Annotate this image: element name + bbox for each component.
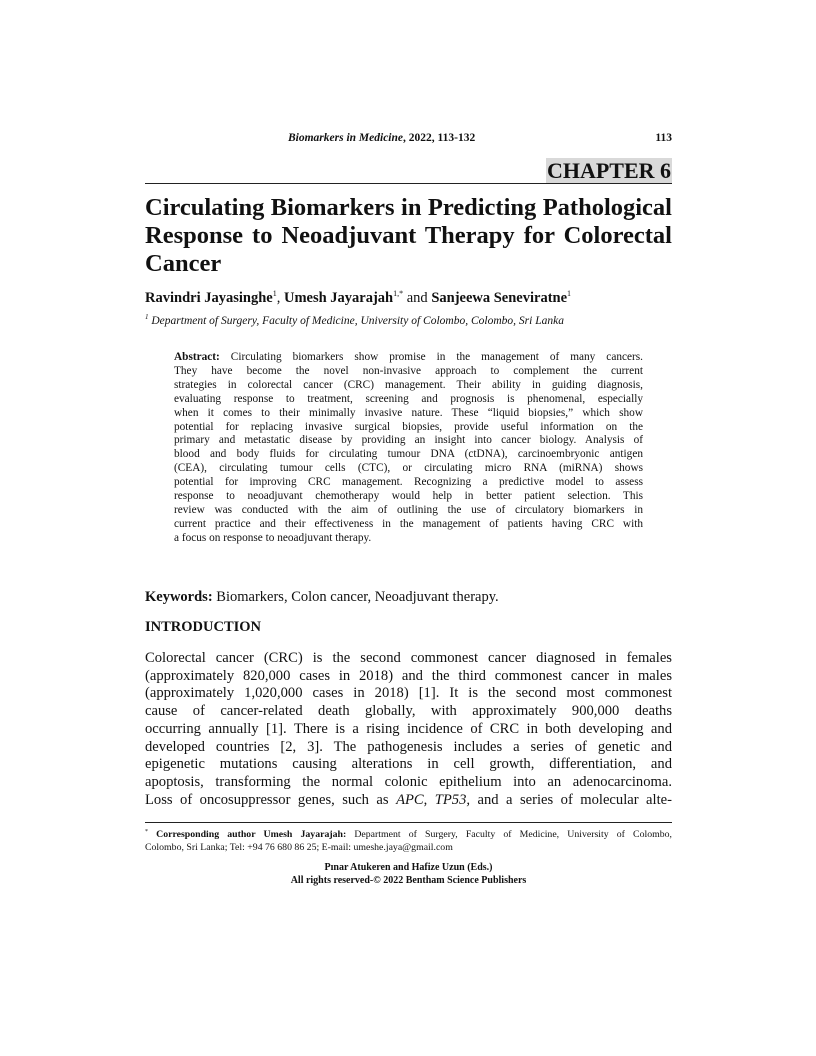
gene-name: APC xyxy=(396,791,424,808)
abstract-line: strategies in colorectal cancer (CRC) management. Their ability in guiding diagnosis, xyxy=(174,378,643,391)
page-number: 113 xyxy=(655,132,672,144)
body-line: (approximately 1,020,000 cases in 2018) [1]. It is the second most commonest xyxy=(145,685,672,702)
body-line: (approximately 820,000 cases in 2018) and the third commonest cancer in males xyxy=(145,667,672,684)
footnote xyxy=(145,826,672,854)
introduction-paragraph xyxy=(145,650,672,809)
author-list: Ravindri Jayasinghe$^1$, Umesh Jayarajah$^{1,*}$ and Sanjeewa Seneviratne$^1$ xyxy=(145,289,572,306)
abstract-line: when it comes to their minimally invasive nature. These “liquid biopsies,” which show xyxy=(174,406,643,419)
abstract xyxy=(174,351,643,546)
body-line: cause of cancer-related death globally, with approximately 900,000 deaths xyxy=(145,703,672,720)
section-heading: INTRODUCTION xyxy=(145,619,262,635)
abstract-line: current practice and their effectiveness in the management of patients having CRC with xyxy=(174,517,643,530)
abstract-line: evaluating response to treatment, screening and prognosis is phenomenal, especially xyxy=(174,392,643,405)
journal-citation: Biomarkers in Medicine, 2022, 113-132 xyxy=(288,132,476,144)
title-line: Circulating Biomarkers in Predicting Pathological xyxy=(145,194,672,221)
body-line: Loss of oncosuppressor genes, such as APC, TP53, and a series of molecular alte- xyxy=(145,791,672,808)
abstract-line: review was conducted with the aim of outlining the use of circulatory biomarkers in xyxy=(174,503,643,516)
keywords: Keywords: Biomarkers, Colon cancer, Neoadjuvant therapy. xyxy=(145,589,499,605)
abstract-line: blood and body fluids for circulating tumour DNA (ctDNA), carcinoembryonic antigen xyxy=(174,448,643,461)
editors: Pınar Atukeren and Hafize Uzun (Eds.) xyxy=(324,862,493,873)
abstract-line: response to neoadjuvant chemotherapy would help in better patient selection. This xyxy=(174,490,643,503)
body-line: apoptosis, transforming the normal colonic epithelium into an adenocarcinoma. xyxy=(145,773,672,790)
publisher-info xyxy=(145,862,672,887)
body-line: developed countries [2, 3]. The pathogenesis includes a series of genetic and xyxy=(145,738,672,755)
copyright: All rights reserved-© 2022 Bentham Science Publishers xyxy=(290,874,527,886)
footnote-line: Colombo, Sri Lanka; Tel: +94 76 680 86 25; E-mail: umeshe.jaya@gmail.com xyxy=(145,841,453,853)
keywords-label: Keywords: xyxy=(145,589,213,605)
author-name: Umesh Jayarajah xyxy=(283,290,394,306)
abstract-line: potential for improving CRC management. Recognizing a predictive model to assess xyxy=(174,476,643,489)
author-name: Sanjeewa Seneviratne xyxy=(431,290,568,306)
affiliation: $^1$ Department of Surgery, Faculty of Medicine, University of Colombo, Colombo, Sri Lanka xyxy=(145,313,564,327)
author-affiliation-mark: 1 xyxy=(567,289,572,298)
abstract-line: primary and metastatic disease by providing an insight into cancer biology. Analysis of xyxy=(174,434,643,447)
chapter-rule xyxy=(145,183,672,184)
body-line: epigenetic mutations causing alterations in cell growth, differentiation, and xyxy=(145,756,672,773)
footnote-label: Corresponding author Umesh Jayarajah: xyxy=(148,829,347,840)
body-line: occurring annually [1]. There is a rising incidence of CRC in both developing and xyxy=(145,720,672,737)
abstract-line: potential for replacing invasive surgical biopsies, provide useful information on the xyxy=(174,420,643,433)
footnote-line: * Corresponding author Umesh Jayarajah: Department of Surgery, Faculty of Medicine, University of Colombo, xyxy=(145,829,672,840)
title-line: Cancer xyxy=(145,250,222,277)
abstract-label: Abstract: xyxy=(174,351,220,363)
title-line: Response to Neoadjuvant Therapy for Colorectal xyxy=(145,222,672,249)
chapter-title xyxy=(145,194,672,278)
gene-name: TP53, xyxy=(434,791,471,808)
body-line: Colorectal cancer (CRC) is the second commonest cancer diagnosed in females xyxy=(145,650,672,666)
abstract-line: a focus on response to neoadjuvant therapy. xyxy=(174,531,372,544)
author-name: Ravindri Jayasinghe xyxy=(145,290,273,306)
author-affiliation-mark: 1,* xyxy=(393,289,404,298)
chapter-label: CHAPTER 6 xyxy=(546,158,671,183)
abstract-line: Abstract: Circulating biomarkers show promise in the management of many cancers. xyxy=(174,351,643,363)
author-affiliation-mark: 1 xyxy=(272,289,277,298)
footnote-rule xyxy=(145,822,672,823)
abstract-line: They have become the novel non-invasive approach to complement the current xyxy=(174,364,643,377)
abstract-line: (CEA), circulating tumour cells (CTC), or circulating micro RNA (miRNA) shows xyxy=(174,462,643,475)
